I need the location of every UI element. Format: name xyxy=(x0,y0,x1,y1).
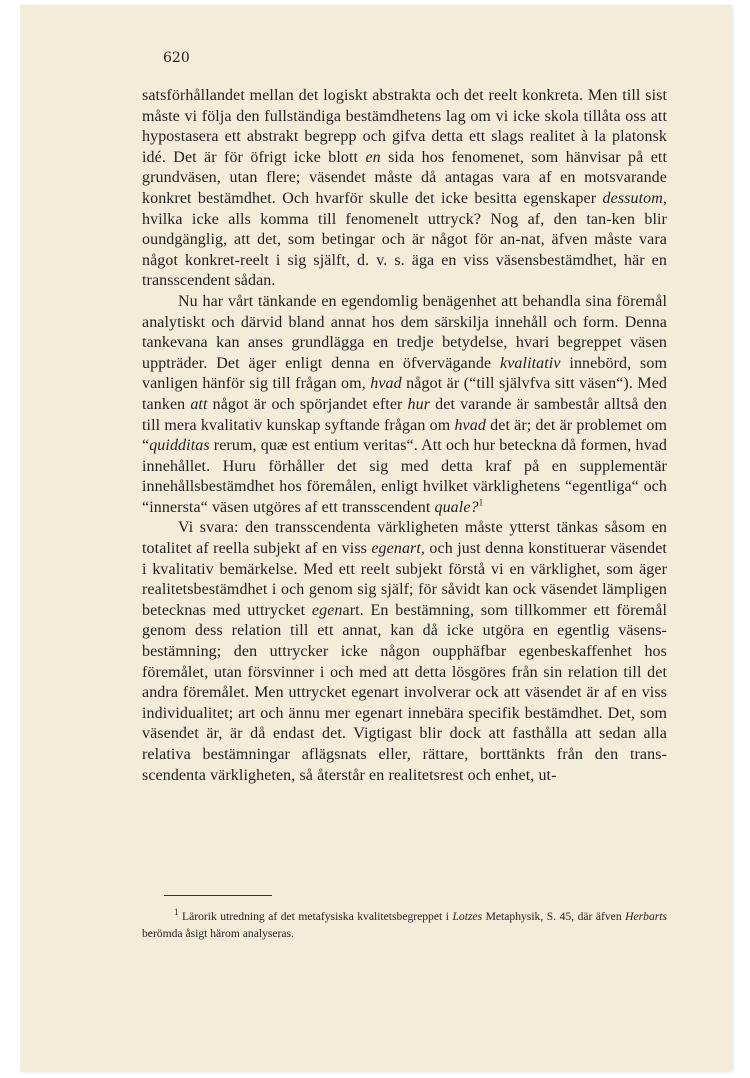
paragraph xyxy=(142,518,667,786)
text-run: något är och spörjandet efter xyxy=(207,395,408,413)
italic-text: att xyxy=(190,395,208,413)
italic-text: quidditas xyxy=(149,437,210,455)
italic-text: egen xyxy=(311,601,343,619)
text-run: rerum, quæ est entium veritas“. Att och hur beteckna då formen, hvad innehållet. Huru förhåller det sig med detta kraf på en supplementär innehållsbestämdhet hos föremålen, enligt hvilket värklighetens “egentliga“ och “innersta“ väsen utgöres af ett transscendent xyxy=(142,437,667,516)
footnote-divider xyxy=(164,895,272,896)
text-run: något är (“till självfva sitt väsen“). Med tanken xyxy=(142,375,667,413)
italic-text: Lotzes xyxy=(452,910,483,923)
text-run: berömda åsigt härom analyseras. xyxy=(142,927,294,940)
paragraph xyxy=(142,292,667,519)
paragraph xyxy=(142,86,667,292)
text-run: sida hos fenomenet, som hänvisar på ett grundväsen, utan flere; väsendet måste då antagas vara af en motsvarande konkret bestämdhet. Och hvarför skulle det icke besitta egenskaper xyxy=(142,148,667,207)
italic-text: hur xyxy=(407,395,431,413)
footnote-marker: 1 xyxy=(478,497,484,508)
text-run: det varande är sambestår alltså den till mera kvalitativ kunskap syftande frågan om xyxy=(142,395,667,434)
text-run: Lärorik utredning af det metafysiska kvalitetsbegreppet i xyxy=(178,910,453,923)
text-run: Nu har vårt tänkande en egendomlig benägenhet att behandla sina föremål analytiskt och därvid bland annat hos dem särskilja innehåll och form. Denna tankevana kan anses grundlägga en tredje betydelse, hvari begreppet väsen uppträder. Det äger enligt denna en öfvervägande xyxy=(142,292,667,372)
text-run: det är; det är problemet om “ xyxy=(142,416,667,455)
italic-text: kvalitativ xyxy=(500,354,561,372)
text-run: satsförhållandet mellan det logiskt abstrakta och det reelt konkreta. Men till sist måste vi följa den fullständiga bestämdhetens lag om vi icke skola tillåta oss att hypostasera ett abstrakt begrepp och gifva detta ett slags realitet à la platonsk idé. Det är för öfrigt icke blott xyxy=(142,87,667,166)
footnote xyxy=(142,908,667,942)
text-run: hvilka icke alls komma till fenomenelt uttryck? Nog af, den tan-ken blir oundgänglig, att det, som betingar och är något för an-nat, äfven måste vara något konkret-reelt i sig själft, d. v. s. äga en viss väsensbestämdhet, här en transscendent sådan. xyxy=(142,210,667,290)
italic-text: quale? xyxy=(434,498,479,516)
italic-text: egenart, xyxy=(371,540,426,558)
text-run: innebörd, som vanligen hänför sig till frågan om, xyxy=(142,354,667,393)
italic-text: hvad xyxy=(370,375,402,393)
text-run: Metaphysik, S. 45, där äfven xyxy=(482,910,626,923)
page-number: 620 xyxy=(163,50,190,66)
text-run: art. En bestämning, som tillkommer ett föremål genom dess relation till ett annat, kan då icke utgöra en egentlig väsens-bestämning; den uttrycker icke någon oupphäfbar egenbeskaffenhet hos föremålet, utan försvinner i och med att detta lösgöres från sin relation till det andra föremålet. Men uttrycket egenart involverar ock att väsendet är af en viss individualitet; art och ännu mer egenart innebära specifik bestämdhet. Det, som väsendet är, är då endast det. Vigtigast blir dock att fasthålla att sedan alla relativa bestämningar aflägsnats eller, rättare, borttänkts från den trans-scendenta värkligheten, så återstår en realitetsrest och enhet, ut- xyxy=(142,601,667,784)
footnote-marker: 1 xyxy=(174,907,179,918)
italic-text: hvad xyxy=(454,416,486,434)
text-run: och just denna konstituerar väsendet i kvalitativ bemärkelse. Med ett reelt subjekt förstå vi en värklighet, som äger realitetsbestämdhet i och genom sig själf; för såvidt kan ock väsendet lämpligen betecknas med uttrycket xyxy=(142,540,667,619)
italic-text: dessutom, xyxy=(602,189,667,207)
text-run: Vi svara: den transscendenta värkligheten måste ytterst tänkas såsom en totalitet af reella subjekt af en viss xyxy=(142,519,667,558)
italic-text: Herbarts xyxy=(625,910,667,923)
italic-text: en xyxy=(365,148,381,166)
main-text xyxy=(142,86,667,786)
